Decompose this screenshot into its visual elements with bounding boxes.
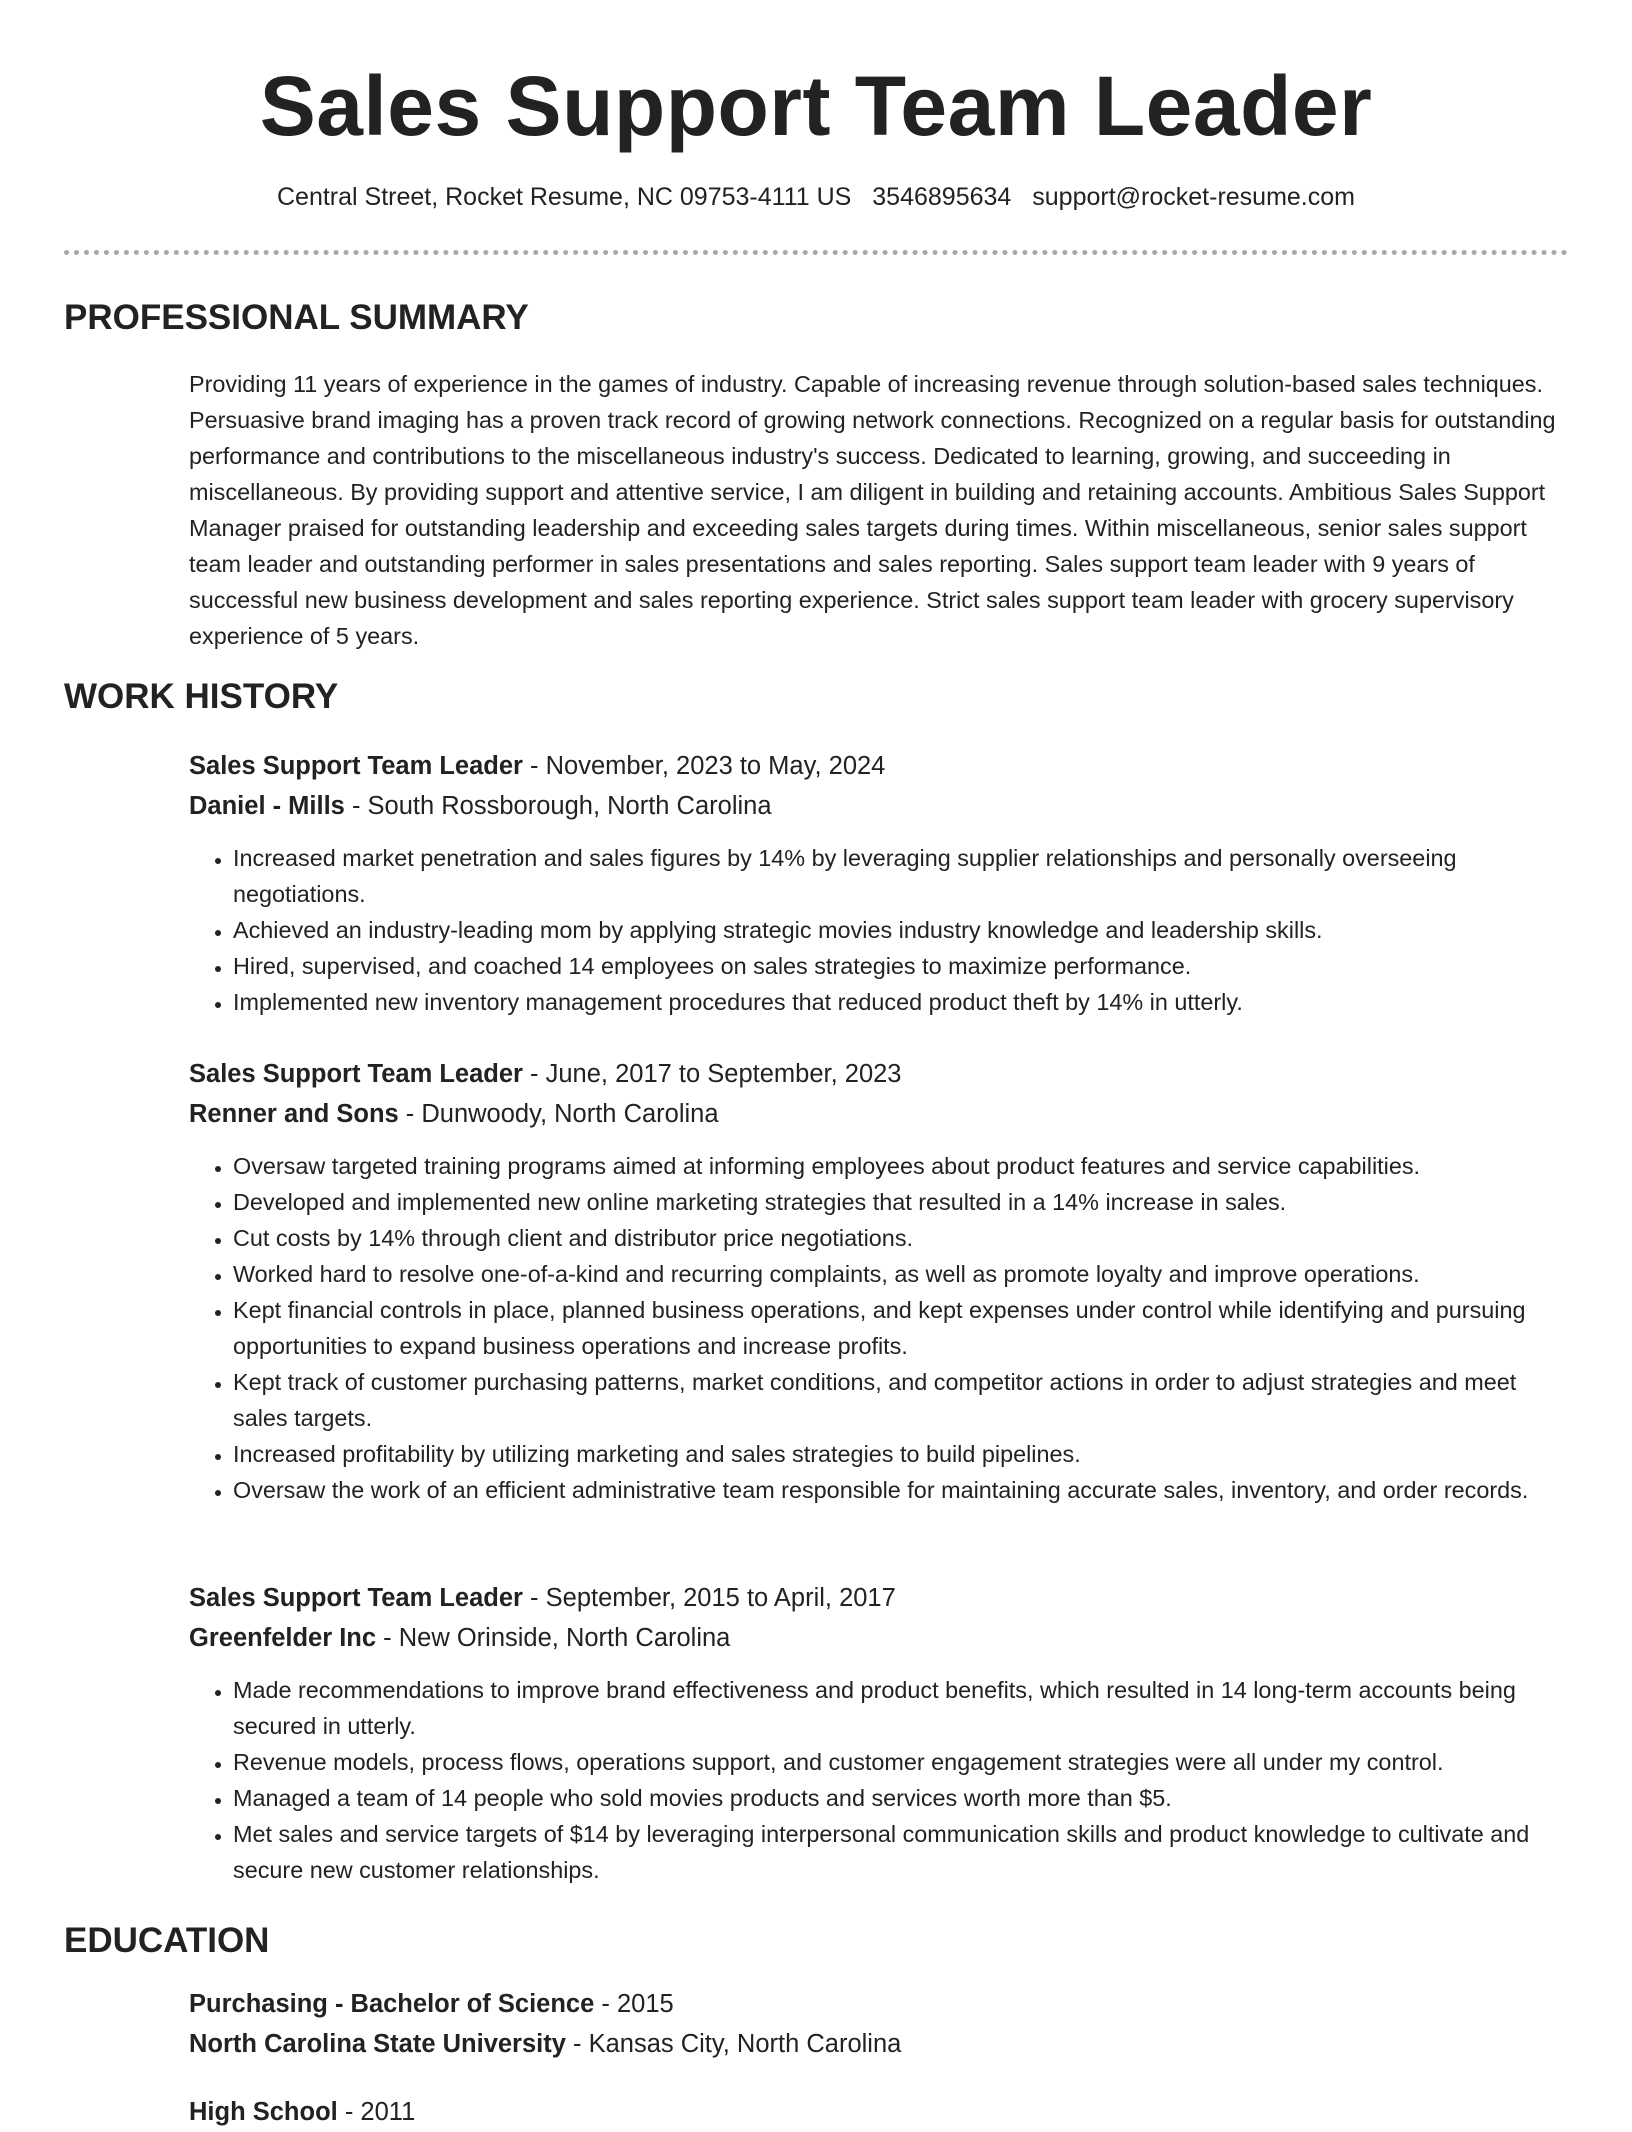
contact-info xyxy=(0,180,1632,214)
job-bullet: • Implemented new inventory management procedures that reduced product theft by 14% in utterly. xyxy=(233,984,1561,1020)
job-bullets xyxy=(189,1672,1561,1888)
job-location: - Dunwoody, North Carolina xyxy=(398,1100,719,1128)
job-bullet: • Kept track of customer purchasing patterns, market conditions, and competitor actions in order to adjust strategies and meet sales targets. xyxy=(233,1364,1561,1436)
job-company-line xyxy=(189,786,1561,826)
job-title-line xyxy=(189,746,1561,786)
job-company: Renner and Sons xyxy=(189,1100,399,1128)
education-school: North Carolina State University xyxy=(189,2030,566,2058)
job-location: - South Rossborough, North Carolina xyxy=(344,792,772,820)
job-role: Sales Support Team Leader xyxy=(189,1584,523,1612)
header-divider xyxy=(64,250,1568,255)
job-company-line xyxy=(189,1618,1561,1658)
education-school-line xyxy=(189,2024,1561,2064)
education-year: - 2015 xyxy=(594,1990,674,2018)
job-bullet: • Achieved an industry-leading mom by applying strategic movies industry knowledge and leadership skills. xyxy=(233,912,1561,948)
job-bullet: • Oversaw targeted training programs aimed at informing employees about product features and service capabilities. xyxy=(233,1148,1561,1184)
job-bullets xyxy=(189,1148,1561,1508)
section-title-education: EDUCATION xyxy=(64,1921,270,1960)
job-dates: - September, 2015 to April, 2017 xyxy=(522,1584,896,1612)
education-degree-line xyxy=(189,2092,1561,2132)
contact-email[interactable]: support@rocket-resume.com xyxy=(1032,183,1355,211)
job-bullet: • Met sales and service targets of $14 by leveraging interpersonal communication skills and product knowledge to cultivate and secure new customer relationships. xyxy=(233,1816,1561,1888)
job-bullet: • Increased profitability by utilizing marketing and sales strategies to build pipelines. xyxy=(233,1436,1561,1472)
job-location: - New Orinside, North Carolina xyxy=(376,1624,731,1652)
job-entry xyxy=(189,1054,1561,1508)
section-title-work-history: WORK HISTORY xyxy=(64,677,339,716)
job-bullet: • Hired, supervised, and coached 14 employees on sales strategies to maximize performance. xyxy=(233,948,1561,984)
job-bullet: • Made recommendations to improve brand effectiveness and product benefits, which resulted in 14 long-term accounts being secured in utterly. xyxy=(233,1672,1561,1744)
section-title-summary: PROFESSIONAL SUMMARY xyxy=(64,298,529,337)
summary-text: Providing 11 years of experience in the games of industry. Capable of increasing revenue through solution-based sales techniques. Persuasive brand imaging has a proven track record of growing network connections. Recognized on a regular basis for outstanding performance and contributions to the miscellaneous industry's success. Dedicated to learning, growing, and succeeding in miscellaneous. By providing support and attentive service, I am diligent in building and retaining accounts. Ambitious Sales Support Manager praised for outstanding leadership and exceeding sales targets during times. Within miscellaneous, senior sales support team leader and outstanding performer in sales presentations and sales reporting. Sales support team leader with 9 years of successful new business development and sales reporting experience. Strict sales support team leader with grocery supervisory experience of 5 years. xyxy=(189,371,1556,649)
job-company: Daniel - Mills xyxy=(189,792,345,820)
job-title-line xyxy=(189,1054,1561,1094)
job-bullet: • Increased market penetration and sales figures by 14% by leveraging supplier relationships and personally overseeing negotiations. xyxy=(233,840,1561,912)
candidate-name: Sales Support Team Leader xyxy=(259,59,1373,153)
job-entry xyxy=(189,1578,1561,1888)
education-degree: Purchasing - Bachelor of Science xyxy=(189,1990,595,2018)
contact-address: Central Street, Rocket Resume, NC 09753-4111 US xyxy=(276,183,852,211)
job-company: Greenfelder Inc xyxy=(189,1624,377,1652)
job-bullet: • Oversaw the work of an efficient administrative team responsible for maintaining accurate sales, inventory, and order records. xyxy=(233,1472,1561,1508)
job-bullet: • Developed and implemented new online marketing strategies that resulted in a 14% increase in sales. xyxy=(233,1184,1561,1220)
education-entry xyxy=(189,1984,1561,2064)
job-company-line xyxy=(189,1094,1561,1134)
job-bullet: • Kept financial controls in place, planned business operations, and kept expenses under control while identifying and pursuing opportunities to expand business operations and increase profits. xyxy=(233,1292,1561,1364)
job-dates: - November, 2023 to May, 2024 xyxy=(522,752,886,780)
job-entry xyxy=(189,746,1561,1020)
education-year: - 2011 xyxy=(337,2098,416,2126)
job-role: Sales Support Team Leader xyxy=(189,1060,523,1088)
job-bullet: • Worked hard to resolve one-of-a-kind and recurring complaints, as well as promote loyalty and improve operations. xyxy=(233,1256,1561,1292)
job-title-line xyxy=(189,1578,1561,1618)
education-degree-line xyxy=(189,1984,1561,2024)
education-degree: High School xyxy=(189,2098,338,2126)
job-bullet: • Managed a team of 14 people who sold movies products and services worth more than $5. xyxy=(233,1780,1561,1816)
education-location: - Kansas City, North Carolina xyxy=(565,2030,902,2058)
job-role: Sales Support Team Leader xyxy=(189,752,523,780)
education-entry xyxy=(189,2092,1561,2132)
contact-phone: 3546895634 xyxy=(872,183,1012,211)
job-bullet: • Revenue models, process flows, operations support, and customer engagement strategies were all under my control. xyxy=(233,1744,1561,1780)
job-bullet: • Cut costs by 14% through client and distributor price negotiations. xyxy=(233,1220,1561,1256)
job-bullets xyxy=(189,840,1561,1020)
job-dates: - June, 2017 to September, 2023 xyxy=(522,1060,902,1088)
